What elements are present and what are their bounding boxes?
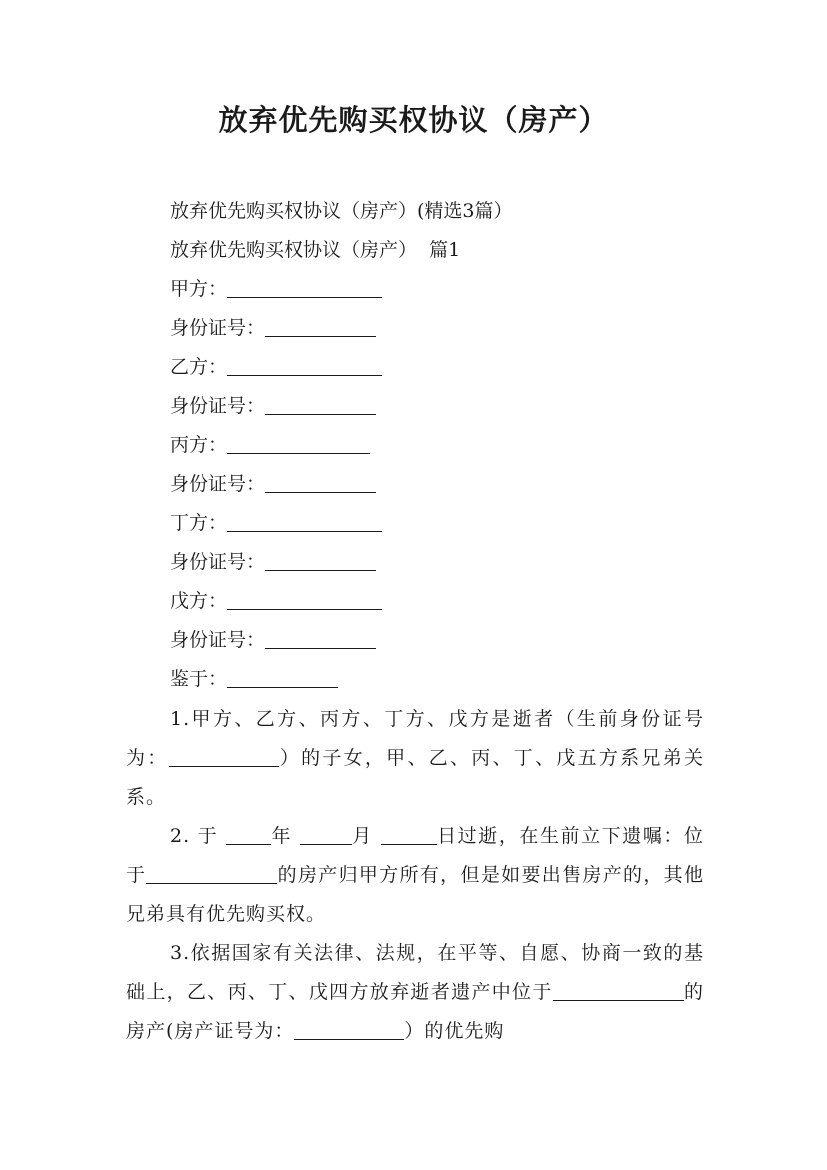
blank-line (146, 863, 277, 884)
field-id-d (170, 549, 376, 575)
field-id-c (170, 471, 376, 497)
clause-text: 的房产归甲方所有，但是如要出售房产的，其他兄弟具有优先购买权。 (126, 864, 704, 925)
clause-text: ）的子女，甲、乙、丙、丁、戊五方系兄弟关系。 (126, 747, 704, 808)
blank-line (265, 628, 376, 649)
field-label: 丁方： (170, 512, 228, 534)
blank-line (227, 355, 382, 376)
field-label: 戊方： (170, 590, 228, 612)
field-label: 身份证号： (170, 473, 266, 495)
blank-line (265, 550, 376, 571)
field-party-d (170, 510, 382, 536)
clause-text: 的房产(房产证号为： (126, 981, 704, 1042)
blank-line (227, 589, 382, 610)
field-label: 丙方： (170, 434, 228, 456)
blank-line (265, 394, 376, 415)
blank-line (227, 277, 382, 298)
field-label: 身份证号： (170, 551, 266, 573)
field-whereas (170, 666, 338, 692)
clause-text: 1.甲方、乙方、丙方、丁方、戊方是逝者（生前身份证号为： (126, 708, 704, 769)
clause-text: 月 (351, 825, 373, 847)
blank-line (381, 824, 437, 845)
blank-line (294, 1019, 404, 1040)
field-id-a (170, 315, 376, 341)
document-subtitle: 放弃优先购买权协议（房产）(精选3篇） (170, 200, 513, 222)
clause-text: 年 (270, 825, 293, 847)
field-party-c (170, 432, 370, 458)
clause-3 (126, 934, 704, 1051)
clause-text: 2. 于 (170, 825, 219, 847)
blank-line (227, 667, 338, 688)
blank-line (227, 511, 382, 532)
blank-line (169, 746, 279, 767)
clause-text: ）的优先购 (404, 1020, 505, 1042)
blank-line (300, 824, 352, 845)
section-heading: 放弃优先购买权协议（房产） 篇1 (170, 239, 461, 261)
field-id-b (170, 393, 376, 419)
field-label: 身份证号： (170, 395, 266, 417)
field-label: 身份证号： (170, 317, 266, 339)
blank-line (265, 316, 376, 337)
clause-1 (126, 700, 704, 817)
field-label: 乙方： (170, 356, 228, 378)
field-id-e (170, 627, 376, 653)
field-label: 鉴于： (170, 668, 228, 690)
clause-2 (126, 817, 704, 934)
clause-text: 日过逝，在生前立下遗嘱：位于 (126, 825, 704, 886)
blank-line (226, 824, 271, 845)
document-title: 放弃优先购买权协议（房产） (218, 103, 609, 137)
blank-line (553, 980, 684, 1001)
field-party-a (170, 276, 382, 302)
field-party-b (170, 354, 382, 380)
blank-line (227, 433, 370, 454)
field-label: 甲方： (170, 278, 228, 300)
clause-text: 3.依据国家有关法律、法规，在平等、自愿、协商一致的基础上，乙、丙、丁、戊四方放弃逝者遗产中位于 (126, 942, 704, 1003)
field-party-e (170, 588, 382, 614)
field-label: 身份证号： (170, 629, 266, 651)
blank-line (265, 472, 376, 493)
